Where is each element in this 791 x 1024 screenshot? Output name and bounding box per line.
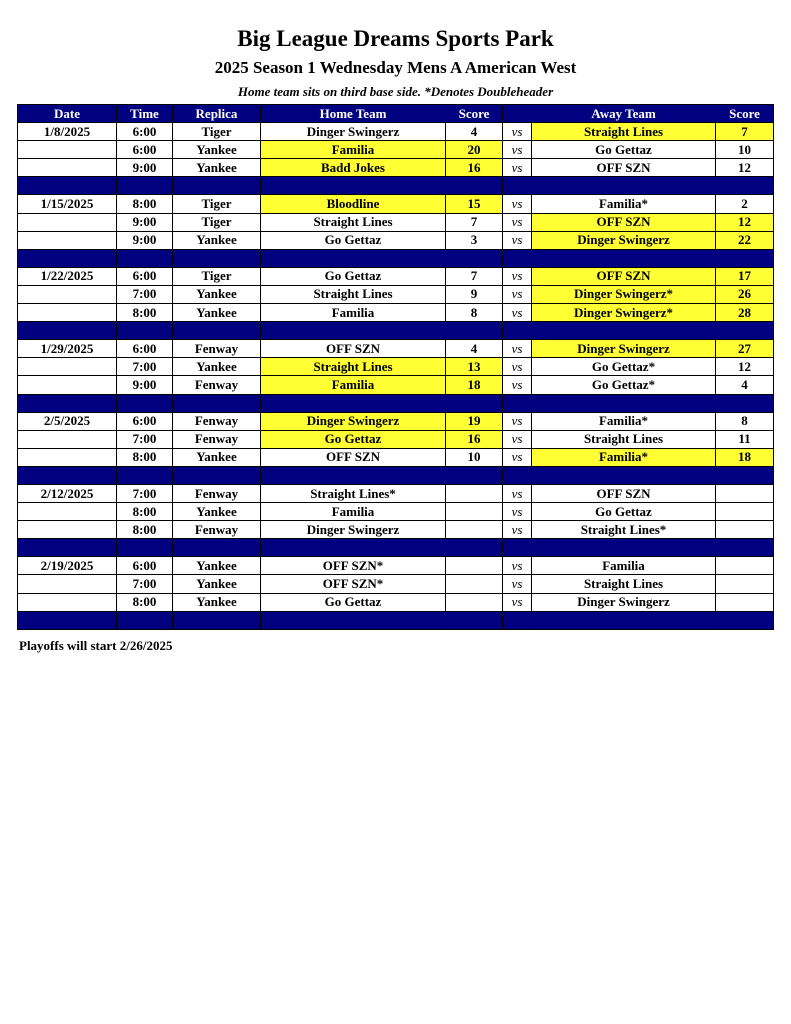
away-score: 7 — [716, 123, 774, 141]
field-replica: Tiger — [173, 267, 261, 285]
field-replica: Yankee — [173, 448, 261, 466]
game-row — [18, 430, 774, 448]
game-time: 6:00 — [117, 340, 173, 358]
separator-cell — [446, 394, 503, 412]
away-score: 11 — [716, 430, 774, 448]
away-team: Go Gettaz — [532, 503, 716, 521]
separator-cell — [716, 394, 774, 412]
home-score — [446, 521, 503, 539]
game-row — [18, 376, 774, 394]
home-score: 19 — [446, 412, 503, 430]
game-time: 7:00 — [117, 358, 173, 376]
home-score — [446, 484, 503, 502]
game-date: 1/29/2025 — [18, 340, 117, 358]
home-team: Straight Lines — [261, 213, 446, 231]
field-replica: Fenway — [173, 521, 261, 539]
home-score: 13 — [446, 358, 503, 376]
vs-label: vs — [503, 503, 532, 521]
game-date — [18, 448, 117, 466]
field-replica: Fenway — [173, 340, 261, 358]
field-replica: Fenway — [173, 376, 261, 394]
separator-cell — [18, 466, 117, 484]
game-date — [18, 376, 117, 394]
game-time: 6:00 — [117, 123, 173, 141]
schedule-body — [18, 123, 774, 630]
col-header-away-score: Score — [716, 105, 774, 123]
league-subtitle: 2025 Season 1 Wednesday Mens A American West — [214, 58, 577, 77]
game-row — [18, 358, 774, 376]
home-score: 16 — [446, 159, 503, 177]
game-date: 1/15/2025 — [18, 195, 117, 213]
table-header-row — [18, 105, 774, 123]
away-score: 26 — [716, 285, 774, 303]
away-team: OFF SZN — [532, 484, 716, 502]
home-score: 20 — [446, 141, 503, 159]
col-header-replica: Replica — [173, 105, 261, 123]
game-row — [18, 412, 774, 430]
separator-cell — [261, 394, 446, 412]
game-time: 7:00 — [117, 430, 173, 448]
away-team: Straight Lines — [532, 575, 716, 593]
away-score — [716, 575, 774, 593]
home-score — [446, 593, 503, 611]
home-team: Straight Lines — [261, 285, 446, 303]
playoffs-note: Playoffs will start 2/26/2025 — [19, 638, 173, 653]
game-time: 6:00 — [117, 557, 173, 575]
away-score: 12 — [716, 358, 774, 376]
separator-cell — [503, 611, 532, 629]
away-score: 10 — [716, 141, 774, 159]
away-team: Dinger Swingerz — [532, 593, 716, 611]
week-separator — [18, 611, 774, 629]
away-score: 12 — [716, 213, 774, 231]
game-date: 2/5/2025 — [18, 412, 117, 430]
vs-label: vs — [503, 521, 532, 539]
home-team: Dinger Swingerz — [261, 412, 446, 430]
away-team: Straight Lines — [532, 430, 716, 448]
field-replica: Tiger — [173, 213, 261, 231]
home-score: 15 — [446, 195, 503, 213]
field-replica: Yankee — [173, 358, 261, 376]
separator-cell — [173, 177, 261, 195]
separator-cell — [716, 322, 774, 340]
away-score — [716, 521, 774, 539]
game-time: 9:00 — [117, 213, 173, 231]
game-row — [18, 557, 774, 575]
game-time: 9:00 — [117, 231, 173, 249]
separator-cell — [503, 539, 532, 557]
home-score — [446, 557, 503, 575]
game-row — [18, 285, 774, 303]
game-time: 6:00 — [117, 141, 173, 159]
away-score: 4 — [716, 376, 774, 394]
separator-cell — [716, 249, 774, 267]
separator-cell — [173, 322, 261, 340]
week-separator — [18, 539, 774, 557]
field-replica: Yankee — [173, 304, 261, 322]
game-date — [18, 593, 117, 611]
game-row — [18, 484, 774, 502]
home-team: OFF SZN — [261, 340, 446, 358]
separator-cell — [716, 611, 774, 629]
home-team: Go Gettaz — [261, 430, 446, 448]
separator-cell — [532, 539, 716, 557]
game-time: 8:00 — [117, 448, 173, 466]
game-date: 2/12/2025 — [18, 484, 117, 502]
field-replica: Yankee — [173, 575, 261, 593]
home-score: 18 — [446, 376, 503, 394]
separator-cell — [503, 322, 532, 340]
game-time: 7:00 — [117, 484, 173, 502]
field-replica: Yankee — [173, 593, 261, 611]
away-score: 8 — [716, 412, 774, 430]
game-time: 8:00 — [117, 304, 173, 322]
game-date — [18, 141, 117, 159]
separator-cell — [173, 394, 261, 412]
week-separator — [18, 466, 774, 484]
away-team: Straight Lines* — [532, 521, 716, 539]
home-score: 7 — [446, 213, 503, 231]
separator-cell — [173, 466, 261, 484]
week-separator — [18, 177, 774, 195]
away-team: Dinger Swingerz — [532, 340, 716, 358]
home-team: OFF SZN* — [261, 557, 446, 575]
away-team: Familia — [532, 557, 716, 575]
separator-cell — [117, 539, 173, 557]
separator-cell — [532, 322, 716, 340]
week-separator — [18, 322, 774, 340]
game-date — [18, 358, 117, 376]
separator-cell — [532, 249, 716, 267]
away-score — [716, 593, 774, 611]
home-team: Go Gettaz — [261, 267, 446, 285]
separator-cell — [446, 322, 503, 340]
home-team: Familia — [261, 503, 446, 521]
separator-cell — [117, 177, 173, 195]
separator-cell — [503, 177, 532, 195]
col-header-date: Date — [18, 105, 117, 123]
col-header-vs — [503, 105, 532, 123]
separator-cell — [446, 177, 503, 195]
game-time: 8:00 — [117, 521, 173, 539]
home-score: 4 — [446, 123, 503, 141]
away-team: Dinger Swingerz* — [532, 285, 716, 303]
separator-cell — [18, 177, 117, 195]
separator-cell — [18, 322, 117, 340]
home-team: OFF SZN — [261, 448, 446, 466]
separator-cell — [173, 539, 261, 557]
week-separator — [18, 394, 774, 412]
field-replica: Yankee — [173, 141, 261, 159]
game-date — [18, 521, 117, 539]
away-score — [716, 557, 774, 575]
game-row — [18, 593, 774, 611]
game-time: 7:00 — [117, 575, 173, 593]
field-replica: Yankee — [173, 285, 261, 303]
game-date — [18, 304, 117, 322]
vs-label: vs — [503, 304, 532, 322]
vs-label: vs — [503, 593, 532, 611]
field-replica: Fenway — [173, 430, 261, 448]
game-time: 8:00 — [117, 503, 173, 521]
home-team: Go Gettaz — [261, 231, 446, 249]
home-team: Familia — [261, 304, 446, 322]
game-row — [18, 448, 774, 466]
game-row — [18, 123, 774, 141]
home-score: 4 — [446, 340, 503, 358]
vs-label: vs — [503, 412, 532, 430]
game-date — [18, 503, 117, 521]
vs-label: vs — [503, 195, 532, 213]
game-row — [18, 141, 774, 159]
away-team: OFF SZN — [532, 159, 716, 177]
away-team: Straight Lines — [532, 123, 716, 141]
separator-cell — [446, 611, 503, 629]
separator-cell — [261, 539, 446, 557]
field-replica: Yankee — [173, 231, 261, 249]
home-score — [446, 575, 503, 593]
home-team: Straight Lines* — [261, 484, 446, 502]
home-team: Straight Lines — [261, 358, 446, 376]
separator-cell — [117, 394, 173, 412]
game-date — [18, 430, 117, 448]
col-header-home-team: Home Team — [261, 105, 446, 123]
game-row — [18, 231, 774, 249]
separator-cell — [117, 249, 173, 267]
vs-label: vs — [503, 231, 532, 249]
vs-label: vs — [503, 285, 532, 303]
game-time: 8:00 — [117, 195, 173, 213]
game-time: 9:00 — [117, 159, 173, 177]
home-score: 16 — [446, 430, 503, 448]
vs-label: vs — [503, 159, 532, 177]
away-score — [716, 484, 774, 502]
separator-cell — [446, 466, 503, 484]
home-team: OFF SZN* — [261, 575, 446, 593]
separator-cell — [261, 611, 446, 629]
field-replica: Fenway — [173, 484, 261, 502]
vs-label: vs — [503, 430, 532, 448]
separator-cell — [18, 539, 117, 557]
away-team: OFF SZN — [532, 213, 716, 231]
col-header-home-score: Score — [446, 105, 503, 123]
game-time: 6:00 — [117, 412, 173, 430]
vs-label: vs — [503, 141, 532, 159]
field-replica: Yankee — [173, 503, 261, 521]
game-row — [18, 159, 774, 177]
vs-label: vs — [503, 340, 532, 358]
game-row — [18, 521, 774, 539]
home-score: 8 — [446, 304, 503, 322]
away-score: 12 — [716, 159, 774, 177]
vs-label: vs — [503, 448, 532, 466]
away-score: 18 — [716, 448, 774, 466]
separator-cell — [532, 177, 716, 195]
vs-label: vs — [503, 358, 532, 376]
week-separator — [18, 249, 774, 267]
separator-cell — [261, 249, 446, 267]
separator-cell — [503, 394, 532, 412]
game-date — [18, 159, 117, 177]
game-time: 6:00 — [117, 267, 173, 285]
separator-cell — [18, 249, 117, 267]
separator-cell — [18, 394, 117, 412]
game-time: 7:00 — [117, 285, 173, 303]
home-score — [446, 503, 503, 521]
separator-cell — [716, 466, 774, 484]
vs-label: vs — [503, 484, 532, 502]
col-header-time: Time — [117, 105, 173, 123]
game-row — [18, 213, 774, 231]
away-team: Familia* — [532, 195, 716, 213]
home-score: 10 — [446, 448, 503, 466]
game-row — [18, 575, 774, 593]
home-team: Dinger Swingerz — [261, 123, 446, 141]
away-team: Go Gettaz — [532, 141, 716, 159]
game-row — [18, 340, 774, 358]
separator-cell — [117, 466, 173, 484]
separator-cell — [532, 466, 716, 484]
home-team: Badd Jokes — [261, 159, 446, 177]
separator-cell — [173, 249, 261, 267]
away-team: Go Gettaz* — [532, 358, 716, 376]
away-score — [716, 503, 774, 521]
game-date — [18, 231, 117, 249]
away-team: Go Gettaz* — [532, 376, 716, 394]
separator-cell — [716, 177, 774, 195]
home-team: Familia — [261, 141, 446, 159]
game-row — [18, 503, 774, 521]
vs-label: vs — [503, 575, 532, 593]
vs-label: vs — [503, 267, 532, 285]
vs-label: vs — [503, 213, 532, 231]
home-score: 7 — [446, 267, 503, 285]
separator-cell — [503, 466, 532, 484]
separator-cell — [117, 611, 173, 629]
separator-cell — [261, 466, 446, 484]
away-team: Dinger Swingerz* — [532, 304, 716, 322]
away-score: 27 — [716, 340, 774, 358]
away-team: Familia* — [532, 412, 716, 430]
away-team: OFF SZN — [532, 267, 716, 285]
separator-cell — [173, 611, 261, 629]
field-replica: Tiger — [173, 123, 261, 141]
game-date: 2/19/2025 — [18, 557, 117, 575]
separator-cell — [503, 249, 532, 267]
home-team: Dinger Swingerz — [261, 521, 446, 539]
field-replica: Fenway — [173, 412, 261, 430]
away-score: 28 — [716, 304, 774, 322]
home-team: Bloodline — [261, 195, 446, 213]
game-row — [18, 304, 774, 322]
home-team: Go Gettaz — [261, 593, 446, 611]
separator-cell — [261, 177, 446, 195]
page-title: Big League Dreams Sports Park — [237, 26, 554, 51]
separator-cell — [716, 539, 774, 557]
game-row — [18, 195, 774, 213]
schedule-table — [17, 104, 774, 630]
separator-cell — [532, 611, 716, 629]
away-team: Familia* — [532, 448, 716, 466]
field-replica: Tiger — [173, 195, 261, 213]
separator-cell — [261, 322, 446, 340]
game-date: 1/22/2025 — [18, 267, 117, 285]
home-score: 9 — [446, 285, 503, 303]
game-date — [18, 213, 117, 231]
schedule-note: Home team sits on third base side. *Denotes Doubleheader — [237, 84, 554, 99]
game-date — [18, 575, 117, 593]
separator-cell — [446, 539, 503, 557]
col-header-away-team: Away Team — [532, 105, 716, 123]
game-date: 1/8/2025 — [18, 123, 117, 141]
game-time: 9:00 — [117, 376, 173, 394]
away-team: Dinger Swingerz — [532, 231, 716, 249]
home-team: Familia — [261, 376, 446, 394]
field-replica: Yankee — [173, 159, 261, 177]
away-score: 2 — [716, 195, 774, 213]
separator-cell — [446, 249, 503, 267]
separator-cell — [18, 611, 117, 629]
away-score: 22 — [716, 231, 774, 249]
game-time: 8:00 — [117, 593, 173, 611]
field-replica: Yankee — [173, 557, 261, 575]
home-score: 3 — [446, 231, 503, 249]
separator-cell — [117, 322, 173, 340]
away-score: 17 — [716, 267, 774, 285]
vs-label: vs — [503, 123, 532, 141]
separator-cell — [532, 394, 716, 412]
vs-label: vs — [503, 557, 532, 575]
vs-label: vs — [503, 376, 532, 394]
game-row — [18, 267, 774, 285]
game-date — [18, 285, 117, 303]
